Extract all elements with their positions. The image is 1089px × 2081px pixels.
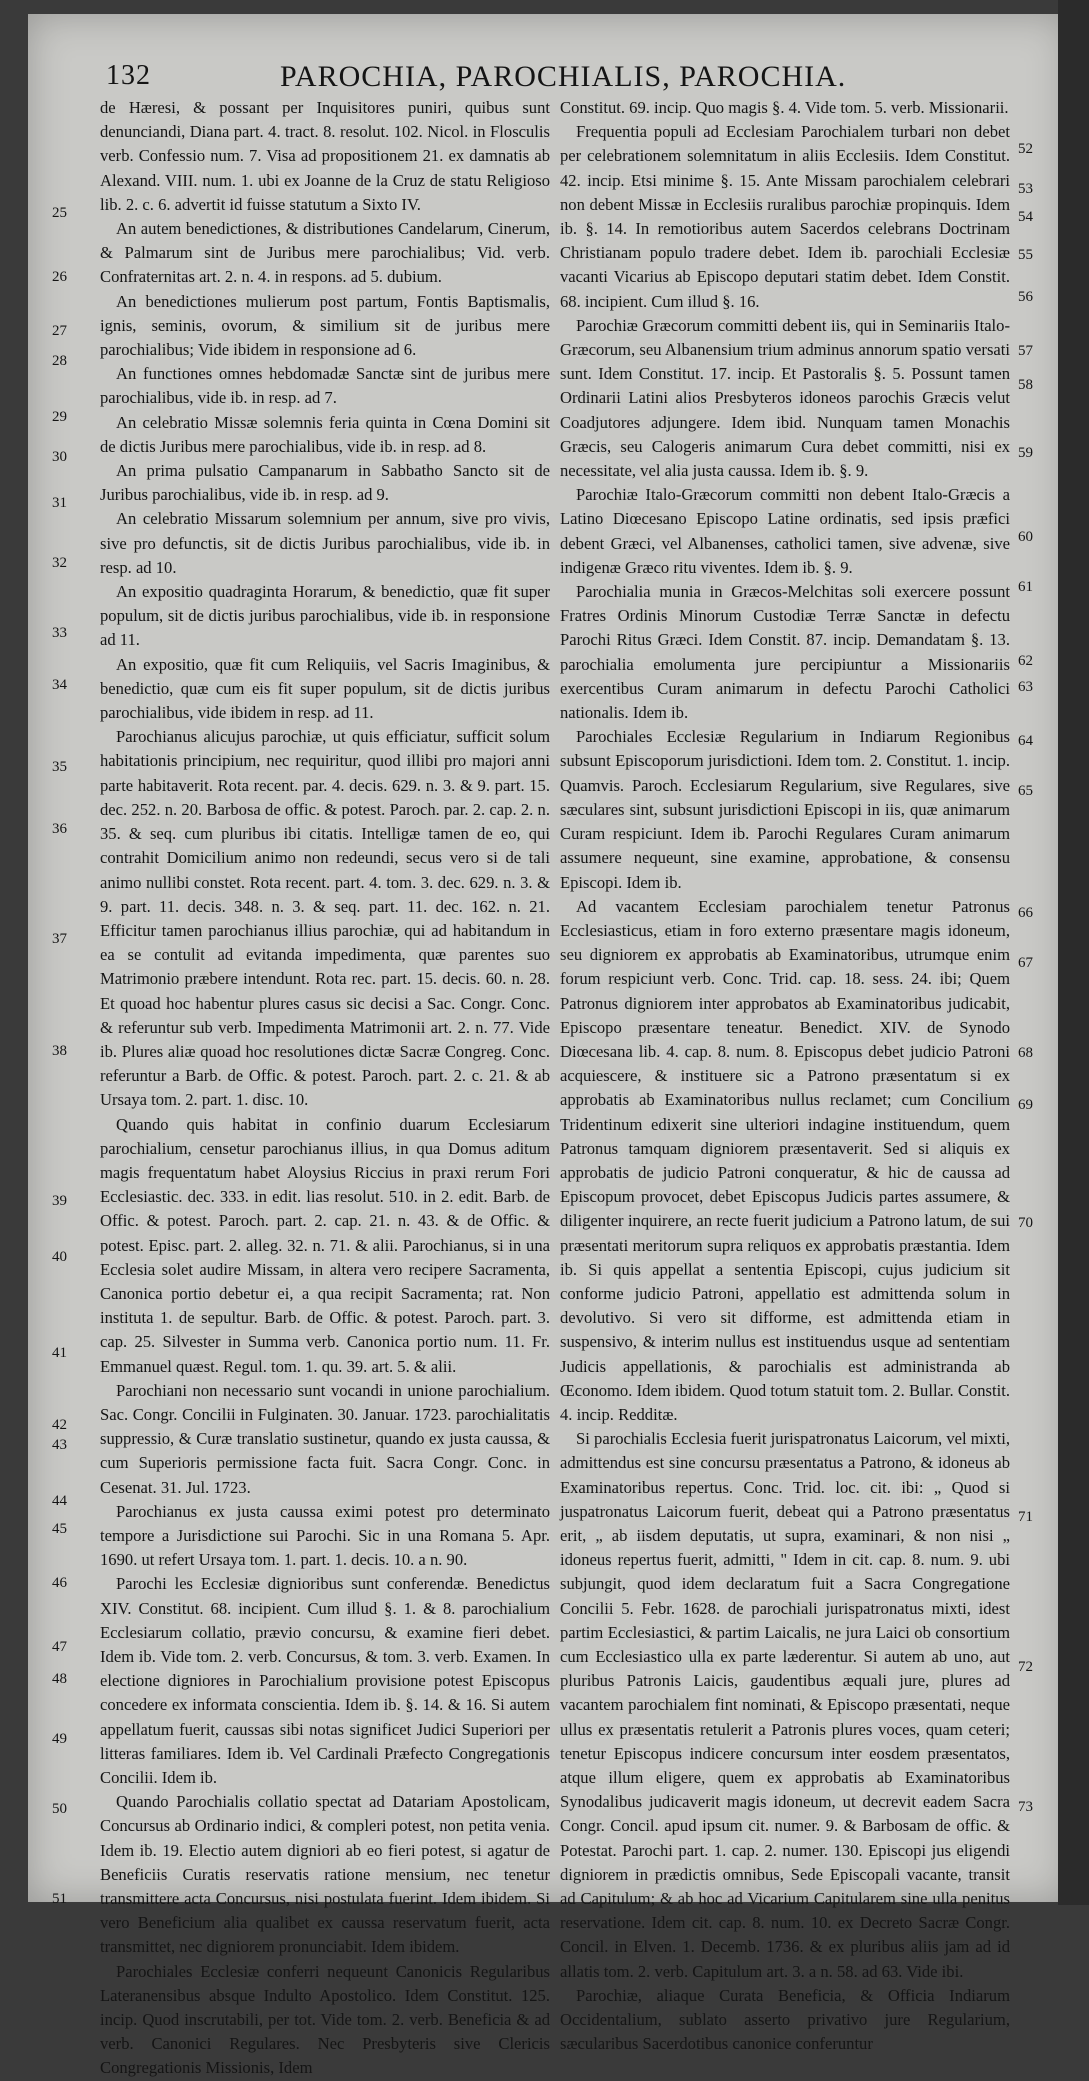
margin-number: 58 xyxy=(1018,377,1033,393)
margin-number: 69 xyxy=(1018,1097,1033,1113)
paragraph: Parochiani non necessario sunt vocandi in unione parochialium. Sac. Congr. Concilii in Fulginaten. 30. Januar. 1723. parochialitatis suppressio, & Curæ translatio sustinetur, quando ex justa caussa, & cum Superioris permissione facta fuit. Sacra Congr. Conc. in Cesenat. 31. Jul. 1723. xyxy=(100,1380,550,1497)
paragraph: An functiones omnes hebdomadæ Sanctæ sint de juribus mere parochialibus, vide ib. in resp. ad 7. xyxy=(100,364,550,408)
margin-number: 35 xyxy=(52,759,67,775)
margin-number: 65 xyxy=(1018,783,1033,799)
margin-number: 45 xyxy=(52,1521,67,1537)
margin-number: 47 xyxy=(52,1639,67,1655)
margin-number: 52 xyxy=(1018,141,1033,157)
margin-number: 49 xyxy=(52,1731,67,1747)
margin-number: 34 xyxy=(52,677,67,693)
paragraph: Parochi les Ecclesiæ dignioribus sunt conferendæ. Benedictus XIV. Constitut. 68. incipient. Cum illud §. 1. & 8. parochialium Ecclesiarum collatio, prævio concursu, & examine fieri debet. Idem ib. Vide tom. 2. verb. Concursus, & tom. 3. verb. Examen. In electione digniores in Parochialium provisione potest Episcopus concedere ex informata conscientia. Idem ib. §. 14. & 16. Si autem appellatum fuerit, caussas sibi notas significet Judici Superiori per litteras familiares. Idem ib. Vel Cardinali Præfecto Congregationis Concilii. Idem ib. xyxy=(100,1574,550,1788)
margin-number: 63 xyxy=(1018,679,1033,695)
margin-number: 73 xyxy=(1018,1799,1033,1815)
margin-number: 71 xyxy=(1018,1509,1033,1525)
paragraph: Quando Parochialis collatio spectat ad Datariam Apostolicam, Concursus ab Ordinario indici, & compleri potest, non petita venia. Idem ib. 19. Electio autem digniori ab eo fieri potest, si agatur de Beneficiis Curatis reservatis ratione mensium, nec tenetur transmittere acta Concursus, nisi postulata fuerint. Idem ibidem. Si vero Beneficium alia qualibet ex caussa reservatum fuerit, acta transmittet, nec digniorem pronunciabit. Idem ibidem. xyxy=(100,1792,550,1957)
margin-number: 68 xyxy=(1018,1045,1033,1061)
margin-number: 56 xyxy=(1018,289,1033,305)
paragraph: Constitut. 69. incip. Quo magis §. 4. Vide tom. 5. verb. Missionarii. xyxy=(560,98,1009,117)
margin-number: 43 xyxy=(52,1437,67,1453)
paragraph: An benedictiones mulierum post partum, Fontis Baptismalis, ignis, seminis, ovorum, & similium sit de juribus mere parochialibus; Vide ibidem in responsione ad 6. xyxy=(100,291,550,360)
paragraph: Si parochialis Ecclesia fuerit jurispatronatus Laicorum, vel mixti, admittendus est sine concursu præsentatus a Patrono, & idoneus ab Examinatoribus repertus. Conc. Trid. loc. cit. ibi: „ Quod si juspatronatus Laicorum fuerit, debeat qui a Patrono præsentatus erit, „ ab iisdem deputatis, ut supra, examinari, & non nisi „ idoneus repertus fuerit, admitti, " Idem in cit. cap. 8. num. 9. ubi subjungit, quod idem declaratum fuit a Sacra Congregatione Concilii 5. Febr. 1628. de parochiali jurispatronatus mixti, idest partim Ecclesiastici, & partim Laicalis, ne jura Laici ob consortium cum Ecclesiastico ulla ex parte læderentur. Si autem ab uno, aut pluribus Patronis Laicis, gaudentibus æquali jure, plures ad vacantem parochialem fint nominati, & Episcopo præsentati, neque ullus ex præsentatis retulerit a Patronis plures voces, quam ceteri; tenetur Episcopus indicere concursum inter eosdem præsentatos, atque illum eligere, quem ex approbatis ab Examinatoribus Synodalibus judicaverit magis idoneum, ut decrevit eadem Sacra Congr. Concil. apud ipsum cit. numer. 9. & Barbosam de offic. & Potestat. Parochi part. 1. cap. 2. numer. 130. Episcopi jus eligendi digniorem in prædictis omnibus, Sede Episcopali vacante, transit ad Capitulum; & ab hoc ad Vicarium Capitularem sine ulla penitus reservatione. Idem cit. cap. 8. num. 10. ex Decreto Sacræ Congr. Concil. in Elven. 1. Decemb. 1736. & ex pluribus aliis jam ad id allatis tom. 2. verb. Capitulum art. 3. a n. 58. ad 63. Vide ibi. xyxy=(560,1429,1010,1981)
margin-number: 28 xyxy=(52,353,67,369)
margin-number: 38 xyxy=(52,1043,67,1059)
margin-number: 48 xyxy=(52,1671,67,1687)
paragraph: An celebratio Missarum solemnium per annum, sive pro vivis, sive pro defunctis, sit de dictis Juribus parochialibus, vide ib. in resp. ad 10. xyxy=(100,509,550,577)
margin-number: 33 xyxy=(52,625,67,641)
margin-number: 41 xyxy=(52,1345,67,1361)
paragraph: Parochiæ Græcorum committi debent iis, qui in Seminariis Italo-Græcorum, seu Albanensium trium adminus annorum spatio versati sunt. Idem Constitut. 17. incip. Et Pastoralis §. 5. Possunt tamen Ordinarii Latini alios Presbyteros idoneos parochis Græcis velut Coadjutores adjungere. Idem ibid. Nunquam tamen Monachis Græcis, seu Calogeris animarum Cura debet committi, nisi ex necessitate, vel alia justa caussa. Idem ib. §. 9. xyxy=(560,315,1010,481)
margin-number: 29 xyxy=(52,409,67,425)
left-column xyxy=(100,96,550,2078)
margin-number: 51 xyxy=(52,1891,67,1907)
paragraph: Parochiæ Italo-Græcorum committi non debent Italo-Græcis a Latino Diœcesano Episcopo Latine ordinatis, sed ipsis præfici debent Græci, vel Albanenses, catholici tamen, sive advenæ, sive indigenæ Græco ritu viventes. Idem ib. §. 9. xyxy=(560,485,1010,577)
page-edge xyxy=(1058,0,1089,1905)
margin-number: 60 xyxy=(1018,529,1033,545)
paragraph: Frequentia populi ad Ecclesiam Parochialem turbari non debet per celebrationem solemnitatum in aliis Ecclesiis. Idem Constitut. 42. incip. Etsi minime §. 15. Ante Missam parochialem celebrari non debent Missæ in Ecclesiis ruralibus parochiæ propinquis. Idem ib. §. 14. In remotioribus autem Sacerdos celebrans Doctrinam Christianam populo tradere debet. Idem ib. parochiali Ecclesiæ vacanti Vicarius ab Episcopo deputari statim debet. Idem Constit. 68. incipient. Cum illud §. 16. xyxy=(560,122,1010,311)
margin-number: 39 xyxy=(52,1193,67,1209)
margin-number: 61 xyxy=(1018,579,1033,595)
paragraph: de Hæresi, & possant per Inquisitores puniri, quibus sunt denunciandi, Diana part. 4. tract. 8. resolut. 102. Nicol. in Flosculis verb. Confessio num. 7. Visa ad propositionem 21. ex damnatis ab Alexand. VIII. num. 1. ubi ex Joanne de la Cruz de statu Religioso lib. 2. c. 6. advertit id fuisse statutum a Sixto IV. xyxy=(100,98,550,214)
paragraph: Parochialia munia in Græcos-Melchitas soli exercere possunt Fratres Ordinis Minorum Custodiæ Terræ Sanctæ in defectu Parochi Ritus Græci. Idem Constit. 87. incip. Demandatam §. 13. parochialia emolumenta jure percipiuntur a Missionariis exercentibus Curam animarum in defectu Parochi Catholici nationalis. Idem ib. xyxy=(560,582,1010,723)
paragraph: An expositio, quæ fit cum Reliquiis, vel Sacris Imaginibus, & benedictio, quæ cum eis fit super populum, sit de dictis juribus parochialibus, vide ibidem in resp. ad 11. xyxy=(100,654,550,723)
paragraph: Parochianus alicujus parochiæ, ut quis efficiatur, sufficit solum habitationis principium, nec requiritur, quod illibi pro majori anni parte habitaverit. Rota recent. par. 4. decis. 629. n. 3. & 9. part. 15. dec. 252. n. 20. Barbosa de offic. & potest. Paroch. par. 2. cap. 2. n. 35. & seq. cum pluribus ibi citatis. Intelligæ tamen de eo, qui contrahit Domicilium animo non redeundi, secus vero si de tali animo nullibi constet. Rota recent. part. 4. tom. 3. dec. 629. n. 3. & 9. part. 11. decis. 348. n. 3. & seq. part. 11. dec. 162. n. 21. Efficitur tamen parochianus illius parochiæ, qui ad habitandum in ea se contulit ad evitanda impedimenta, quæ parentes suo Matrimonio præbere intendunt. Rota rec. part. 15. decis. 60. n. 28. Et quoad hoc habentur plures casus sic decisi a Sac. Congr. Conc. & referuntur sub verb. Impedimenta Matrimonii art. 2. n. 77. Vide ib. Plures aliæ quoad hoc resolutiones dictæ Sacræ Congreg. Conc. referuntur a Barb. de Offic. & potest. Paroch. part. 2. c. 21. & ab Ursaya tom. 2. part. 1. disc. 10. xyxy=(100,727,550,1110)
paragraph: Quando quis habitat in confinio duarum Ecclesiarum parochialium, censetur parochianus illius, in qua Domus aditum magis frequentatum habet Aloysius Riccius in praxi rerum Fori Ecclesiastic. dec. 333. in edit. lias resolut. 510. in 2. edit. Barb. de Offic. & potest. Paroch. part. 2. cap. 21. n. 43. & de Offic. & potest. Episc. part. 2. alleg. 32. n. 71. & alii. Parochianus, si in una Ecclesia solet audire Missam, in altera vero recipere Sacramenta, Canonica portio debetur ei, a qua recipit Sacramenta; rat. Non instituta 1. de sepultur. Barb. de Offic. & potest. Paroch. part. 3. cap. 25. Silvester in Summa verb. Canonica portio num. 11. Fr. Emmanuel quæst. Regul. tom. 1. qu. 39. art. 5. & alii. xyxy=(100,1114,550,1376)
margin-number: 66 xyxy=(1018,905,1033,921)
margin-number: 40 xyxy=(52,1249,67,1265)
margin-number: 32 xyxy=(52,555,67,571)
left-margin-numbers xyxy=(52,96,78,1907)
margin-number: 26 xyxy=(52,269,67,285)
paragraph: Ad vacantem Ecclesiam parochialem tenetur Patronus Ecclesiasticus, etiam in foro externo præsentare magis idoneum, seu digniorem ex approbatis ab Examinatoribus, utrumque enim forum respiciunt verb. Conc. Trid. cap. 18. sess. 24. ibi; Quem Patronus digniorem inter approbatos ab Examinatoribus judicabit, Episcopo præsentare teneatur. Benedict. XIV. de Synodo Diœcesana lib. 4. cap. 8. num. 8. Episcopus debet judicio Patroni acquiescere, & instituere sic a Patrono præsentatum si ex approbatis ab Examinatoribus nullus reclamet; cum Concilium Tridentinum edixerit sine ulteriori indagine instituendum, quem Patronus tamquam digniorem præsentaverit. Sed si aliquis ex approbatis de judicio Patroni conqueratur, & hic de caussa ad Episcopum provocet, debet Episcopus Judicis partes assumere, & diligenter inquirere, an recte fuerit judicium a Patrono latum, de sui præsentati meritorum supra reliquos ex approbatis præstantia. Idem ib. Si quis appellat a sententia Episcopi, cujus judicium sit conforme judicio Patroni, appellatio est admittenda solum in devolutivo. Si vero sit difforme, est admittenda etiam in suspensivo, & interim nullus est instituendus usque ad sententiam Judicis appellationis, & parochialis est administranda ab Œconomo. Idem ibidem. Quod totum statuit tom. 2. Bullar. Constit. 4. incip. Redditæ. xyxy=(560,896,1010,1424)
margin-number: 64 xyxy=(1018,733,1033,749)
margin-number: 37 xyxy=(52,931,67,947)
paragraph: Parochianus ex justa caussa eximi potest pro determinato tempore a Jurisdictione sui Parochi. Sic in una Romana 5. Apr. 1690. ut refert Ursaya tom. 1. part. 1. decis. 10. a n. 90. xyxy=(100,1501,550,1570)
margin-number: 25 xyxy=(52,205,67,221)
margin-number: 72 xyxy=(1018,1659,1033,1675)
paragraph: Parochiales Ecclesiæ Regularium in Indiarum Regionibus subsunt Episcoporum jurisdictioni. Idem tom. 2. Constitut. 1. incip. Quamvis. Paroch. Ecclesiarum Regularium, sive Regulares, sive sæculares sint, subsunt jurisdictioni Episcopi in iis, quæ animarum Curam respiciunt. Idem ib. Parochi Regulares Curam animarum assumere nequeunt, sine examine, approbatione, & consensu Episcopi. Idem ib. xyxy=(560,727,1010,892)
page-header xyxy=(70,52,1030,96)
page-number: 132 xyxy=(106,60,151,91)
paragraph: An celebratio Missæ solemnis feria quinta in Cœna Domini sit de dictis Juribus mere parochialibus, vide ib. in resp. ad 8. xyxy=(100,412,550,456)
margin-number: 53 xyxy=(1018,181,1033,197)
margin-number: 67 xyxy=(1018,955,1033,971)
margin-number: 42 xyxy=(52,1417,67,1433)
margin-number: 57 xyxy=(1018,343,1033,359)
paragraph: An prima pulsatio Campanarum in Sabbatho Sancto sit de Juribus parochialibus, vide ib. in resp. ad 9. xyxy=(100,461,550,505)
margin-number: 46 xyxy=(52,1575,67,1591)
margin-number: 27 xyxy=(52,323,67,339)
margin-number: 70 xyxy=(1018,1215,1033,1231)
margin-number: 59 xyxy=(1018,445,1033,461)
margin-number: 62 xyxy=(1018,653,1033,669)
paragraph: An autem benedictiones, & distributiones Candelarum, Cinerum, & Palmarum sint de Juribus mere parochialibus; Vid. verb. Confraternitas art. 2. n. 4. in respons. ad 5. dubium. xyxy=(100,219,550,287)
running-head: PAROCHIA, PAROCHIALIS, PAROCHIA. xyxy=(280,60,847,93)
margin-number: 55 xyxy=(1018,247,1033,263)
paragraph: An expositio quadraginta Horarum, & benedictio, quæ fit super populum, sit de dictis juribus parochialibus, vide ib. in responsione ad 11. xyxy=(100,582,550,650)
paragraph: Parochiales Ecclesiæ conferri nequeunt Canonicis Regularibus Lateranensibus absque Indulto Apostolico. Idem Constitut. 125. incip. Quod inscrutabili, per tot. Vide tom. 2. verb. Beneficia & ad verb. Canonici Regulares. Nec Presbyteris sive Clericis Congregationis Missionis, Idem xyxy=(100,1961,550,2078)
margin-number: 31 xyxy=(52,495,67,511)
paragraph: Parochiæ, aliaque Curata Beneficia, & Officia Indiarum Occidentalium, sublato asserto privativo jure Regularium, sæcularibus Sacerdotibus canonice conferuntur xyxy=(560,1985,1010,2054)
margin-number: 36 xyxy=(52,821,67,837)
margin-number: 30 xyxy=(52,449,67,465)
right-margin-numbers xyxy=(1018,96,1044,1856)
margin-number: 44 xyxy=(52,1493,67,1509)
margin-number: 54 xyxy=(1018,209,1033,225)
margin-number: 50 xyxy=(52,1801,67,1817)
right-column xyxy=(560,96,1010,2054)
